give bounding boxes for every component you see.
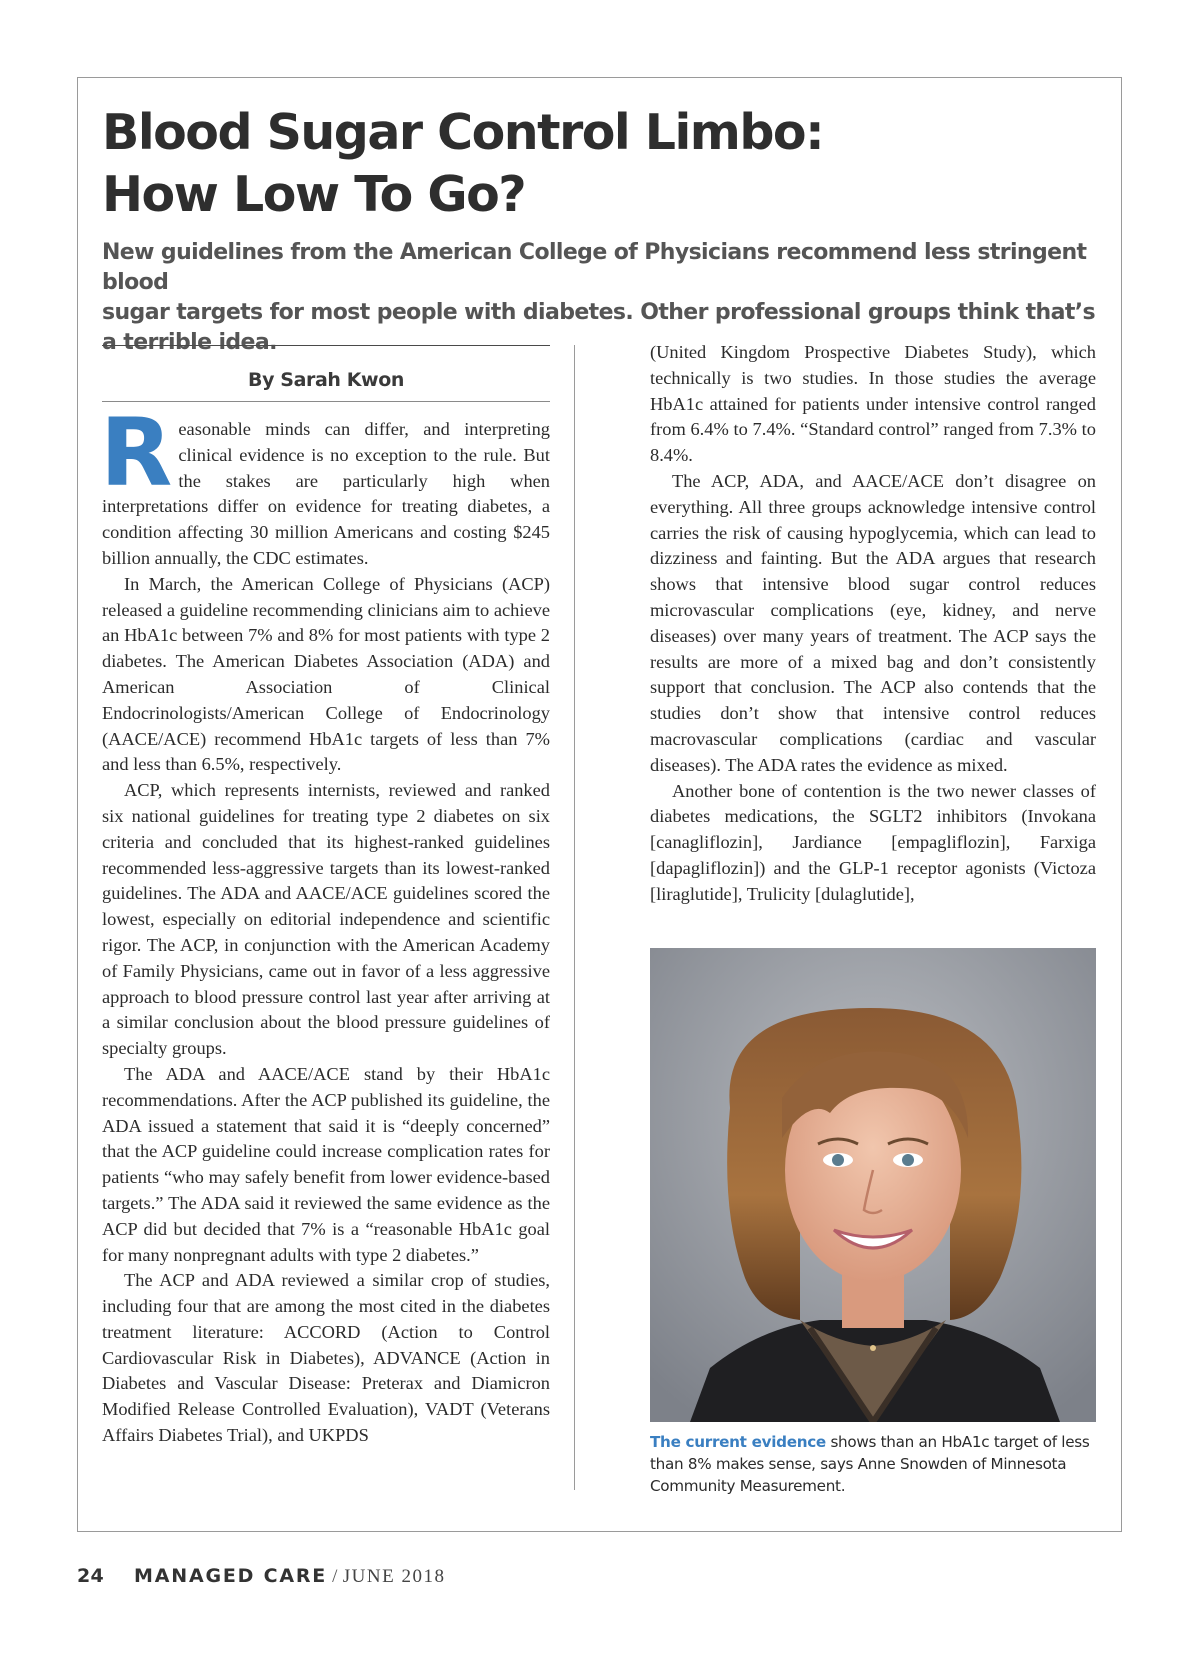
title-line-2: How Low To Go? [102,166,526,223]
issue-date: JUNE 2018 [342,1566,446,1587]
left-column [100,399,550,1449]
caption-text: shows than an HbA1c target of less than 8% makes sense, says Anne Snowden of Minnesota Community Measurement. [650,1433,1090,1495]
caption-lead: The current evidence [650,1433,826,1451]
right-column [650,340,1096,908]
title-line-1: Blood Sugar Control Limbo: [102,104,824,161]
body-paragraph: In March, the American College of Physicians (ACP) released a guideline recommending clinicians aim to achieve an HbA1c between 7% and 8% for most patients with type 2 diabetes. The American Diabetes Association (ADA) and American Association of Clinical Endocrinologists/American College of Endocrinology (AACE/ACE) recommend HbA1c targets of less than 7% and less than 6.5%, respectively. [102,573,550,775]
body-paragraph: The ACP and ADA reviewed a similar crop of studies, including four that are among the most cited in the diabetes treatment literature: ACCORD (Action to Control Cardiovascular Risk in Diabetes), ADVANCE (Action in Diabetes and Vascular Disease: Preterax and Diamicron Modified Release Controlled Evaluation), VADT (Veterans Affairs Diabetes Trial), and UKPDS [102,1270,550,1446]
body-paragraph: (United Kingdom Prospective Diabetes Study), which technically is two studies. In those studies the average HbA1c attained for patients under intensive control ranged from 6.4% to 7.4%. “Standard control” ranged from 7.3% to 8.4%. [650,342,1096,466]
body-paragraph [100,399,550,572]
body-paragraph: The ADA and AACE/ACE stand by their HbA1c recommendations. After the ACP published its guideline, the ADA issued a statement that said it is “deeply concerned” that the ACP guideline could increase complication rates for patients “who may safely benefit from lower evidence-based targets.” The ADA said it reviewed the same evidence as the ACP did but decided that 7% is a “reasonable HbA1c goal for many nonpregnant adults with type 2 diabetes.” [102,1063,550,1265]
footer-separator: / [327,1566,343,1587]
body-paragraph: The ACP, ADA, and AACE/ACE don’t disagree on everything. All three groups acknowledge intensive control carries the risk of causing hypoglycemia, which can lead to dizziness and fainting. But the ADA argues that research shows that intensive blood sugar control reduces microvascular complications (eye, kidney, and nerve diseases) over many years of treatment. The ACP says the results are more of a mixed bag and don’t consistently support that conclusion. The ACP also contends that the studies don’t show that intensive control reduces macrovascular complications (cardiac and vascular diseases). The ADA rates the evidence as mixed. [650,470,1096,775]
portrait-illustration [650,948,1096,1422]
column-divider [574,345,575,1490]
portrait-photo [650,948,1096,1422]
byline-rule-top [102,345,550,346]
photo-caption [650,1431,1100,1497]
magazine-name: MANAGED CARE [134,1565,328,1587]
deck-line-1: New guidelines from the American College of Physicians recommend less stringent blood [102,240,1087,295]
page-footer [77,1565,445,1588]
paragraph-text: easonable minds can differ, and interpreting clinical evidence is no exception to the rule. But the stakes are particularly high when interpretations differ on evidence for treating diabetes, a condition affecting 30 million Americans and costing $245 billion annually, the CDC estimates. [102,419,550,568]
drop-cap: R [100,399,173,508]
deck-line-2: sugar targets for most people with diabetes. Other professional groups think that’s [102,300,1096,325]
body-paragraph: ACP, which represents internists, reviewed and ranked six national guidelines for treating type 2 diabetes on six criteria and concluded that its highest-ranked guidelines recommended less-aggressive targets than its lowest-ranked guidelines. The ADA and AACE/ACE guidelines scored the lowest, especially on editorial independence and scientific rigor. The ACP, in conjunction with the American Academy of Family Physicians, came out in favor of a less aggressive approach to blood pressure control last year after arriving at a similar conclusion about the blood pressure guidelines of specialty groups. [102,780,550,1059]
page-number: 24 [77,1565,105,1587]
body-paragraph: Another bone of contention is the two newer classes of diabetes medications, the SGLT2 inhibitors (Invokana [canagliflozin], Jardiance [empagliflozin], Farxiga [dapagliflozin]) and the GLP-1 receptor agonists (Victoza [liraglutide], Trulicity [dulaglutide], [650,780,1096,904]
byline: By Sarah Kwon [248,369,404,391]
article-title [102,102,902,226]
deck-line-3: a terrible idea. [102,330,277,355]
